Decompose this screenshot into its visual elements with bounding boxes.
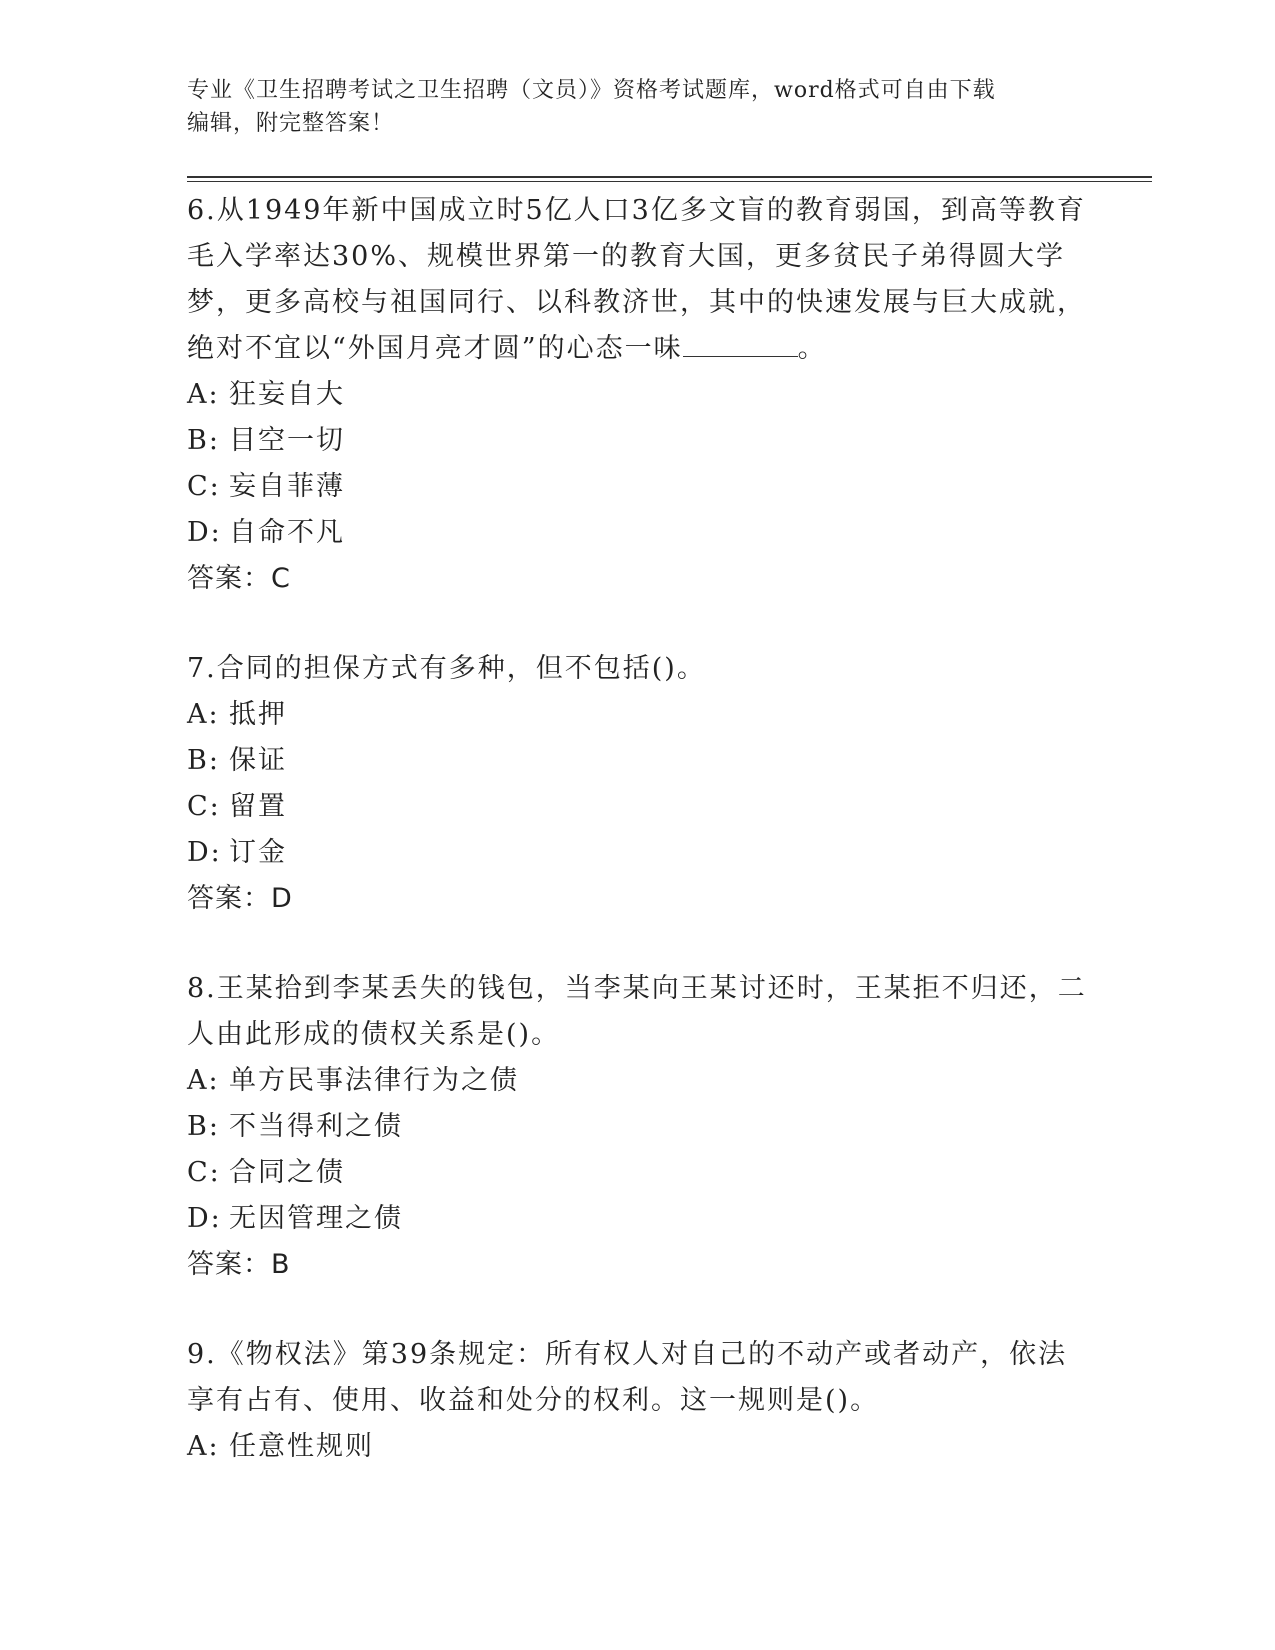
header-line-2: 编辑，附完整答案！ [187,111,395,136]
question-6 [187,188,1152,602]
option-a: A: 狂妄自大 [187,379,345,410]
option-d: D: 订金 [187,837,287,868]
option-b: B: 保证 [187,745,287,776]
question-text: 7.合同的担保方式有多种，但不包括()。 [187,653,706,684]
answer-text: 答案：C [187,563,291,594]
answer-text: 答案：D [187,883,293,914]
option-b: B: 不当得利之债 [187,1111,403,1142]
option-d: D: 无因管理之债 [187,1203,403,1234]
document-page [187,0,1152,1650]
option-list [187,372,1152,556]
option-a: A: 抵押 [187,699,287,730]
option-d: D: 自命不凡 [187,517,345,548]
option-c: C: 留置 [187,791,287,822]
option-list [187,1424,1152,1470]
question-text: 9.《物权法》第39条规定：所有权人对自己的不动产或者动产，依法享有占有、使用、收益和处分的权利。这一规则是()。 [187,1339,1068,1416]
question-8 [187,966,1152,1288]
option-b: B: 目空一切 [187,425,345,456]
option-list [187,1058,1152,1242]
option-a: A: 任意性规则 [187,1431,374,1462]
header-divider [187,176,1152,182]
answer-text: 答案：B [187,1249,291,1280]
option-c: C: 妄自菲薄 [187,471,345,502]
question-list [187,188,1152,1514]
question-text: 6.从1949年新中国成立时5亿人口3亿多文盲的教育弱国，到高等教育毛入学率达30%、规模世界第一的教育大国，更多贫民子弟得圆大学梦，更多高校与祖国同行、以科教济世，其中的快速发展与巨大成就，绝对不宜以“外国月亮才圆”的心态一味 。 [187,195,1086,364]
question-text: 8.王某拾到李某丢失的钱包，当李某向王某讨还时，王某拒不归还，二人由此形成的债权关系是()。 [187,973,1087,1050]
option-list [187,692,1152,876]
header-line-1: 专业《卫生招聘考试之卫生招聘（文员）》资格考试题库，word格式可自由下载 [187,78,996,103]
option-c: C: 合同之债 [187,1157,345,1188]
question-7 [187,646,1152,922]
question-9 [187,1332,1152,1470]
document-header [187,74,1087,140]
fill-in-blank [683,334,798,357]
option-a: A: 单方民事法律行为之债 [187,1065,519,1096]
